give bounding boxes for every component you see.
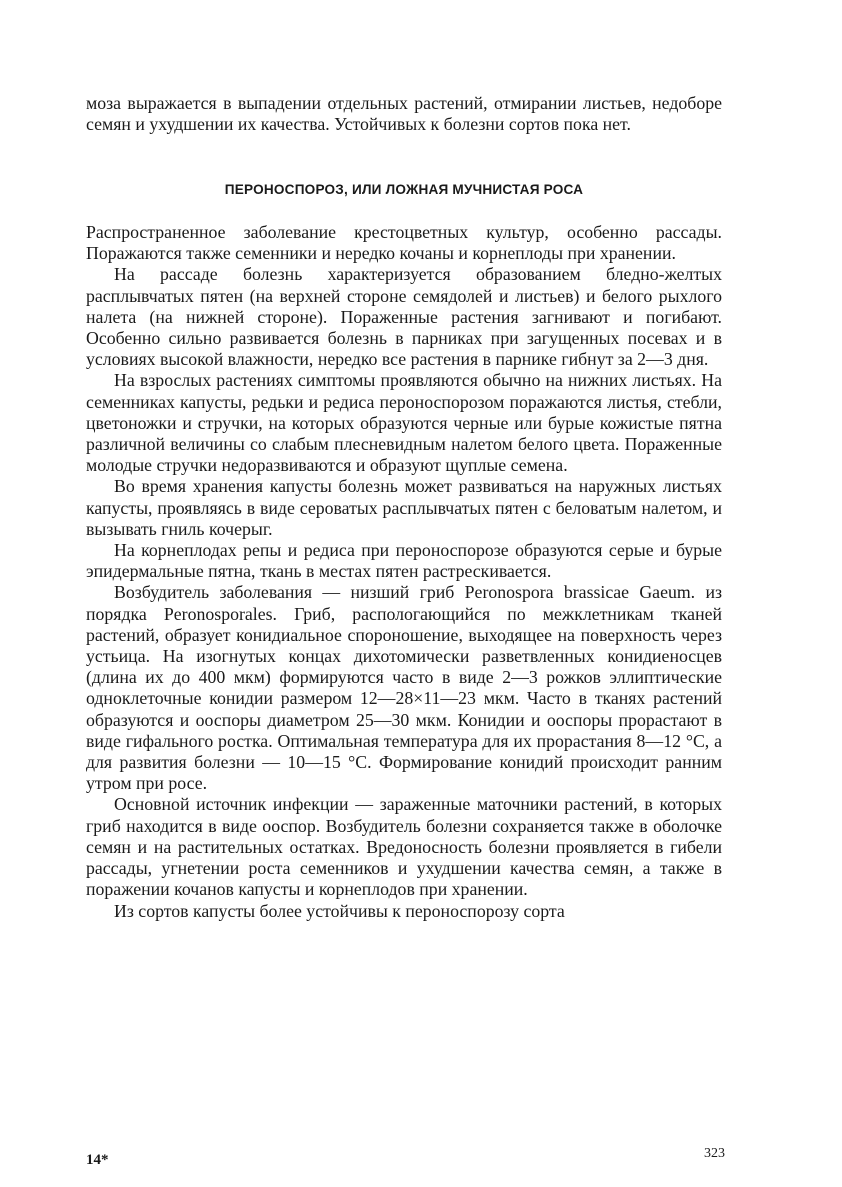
paragraph-1: Распространенное заболевание крестоцветных культур, особенно рассады. Поражаются также семенники и нередко кочаны и корнеплоды при хранении.: [86, 222, 722, 264]
paragraph-8: Из сортов капусты более устойчивы к пероноспорозу сорта: [114, 900, 565, 921]
paragraph-5: На корнеплодах репы и редиса при пероноспорозе образуются серые и бурые эпидермальные пятна, ткань в местах пятен растрескивается.: [86, 540, 722, 582]
section-body: [86, 222, 722, 922]
intro-paragraph-container: [86, 93, 722, 135]
section-heading: ПЕРОНОСПОРОЗ, ИЛИ ЛОЖНАЯ МУЧНИСТАЯ РОСА: [224, 182, 584, 197]
paragraph-7: Основной источник инфекции — зараженные маточники растений, в которых гриб находится в виде ооспор. Возбудитель болезни сохраняется также в оболочке семян и на растительных остатках. Вредоносность болезни проявляется в гибели рассады, угнетении роста семенников и ухудшении качества семян, а также в поражении кочанов капусты и корнеплодов при хранении.: [86, 794, 722, 900]
paragraph-2: На рассаде болезнь характеризуется образованием бледно-желтых расплывчатых пятен (на верхней стороне семядолей и листьев) и белого рыхлого налета (на нижней стороне). Пораженные растения загнивают и погибают. Особенно сильно развивается болезнь в парниках при загущенных посевах и в условиях высокой влажности, нередко все растения в парнике гибнут за 2—3 дня.: [86, 264, 722, 370]
paragraph-4: Во время хранения капусты болезнь может развиваться на наружных листьях капусты, проявляясь в виде сероватых расплывчатых пятен с беловатым налетом, и вызывать гниль кочерыг.: [86, 476, 722, 539]
paragraph-3: На взрослых растениях симптомы проявляются обычно на нижних листьях. На семенниках капусты, редьки и редиса пероноспорозом поражаются листья, стебли, цветоножки и стручки, на которых образуются черные или бурые кожистые пятна различной величины со слабым плесневидным налетом белого цвета. Пораженные молодые стручки недоразвиваются и образуют щуплые семена.: [86, 370, 722, 476]
page-number: 323: [704, 1146, 725, 1161]
signature-mark: 14*: [86, 1152, 109, 1168]
intro-paragraph: моза выражается в выпадении отдельных растений, отмирании листьев, недоборе семян и ухудшении их качества. Устойчивых к болезни сортов пока нет.: [86, 93, 722, 135]
paragraph-6: Возбудитель заболевания — низший гриб Peronospora brassicae Gaeum. из порядка Peronosporales. Гриб, распологающийся по межклетникам тканей растений, образует конидиальное спороношение, выходящее на поверхность через устьица. На изогнутых концах дихотомически разветвленных конидиеносцев (длина их до 400 мкм) формируются часто в виде 2—3 рожков эллиптические одноклеточные конидии размером 12—28×11—23 мкм. Часто в тканях растений образуются и ооспоры диаметром 25—30 мкм. Конидии и ооспоры прорастают в виде гифального ростка. Оптимальная температура для их прорастания 8—12 °C, а для развития болезни — 10—15 °C. Формирование конидий происходит ранним утром при росе.: [86, 582, 722, 794]
